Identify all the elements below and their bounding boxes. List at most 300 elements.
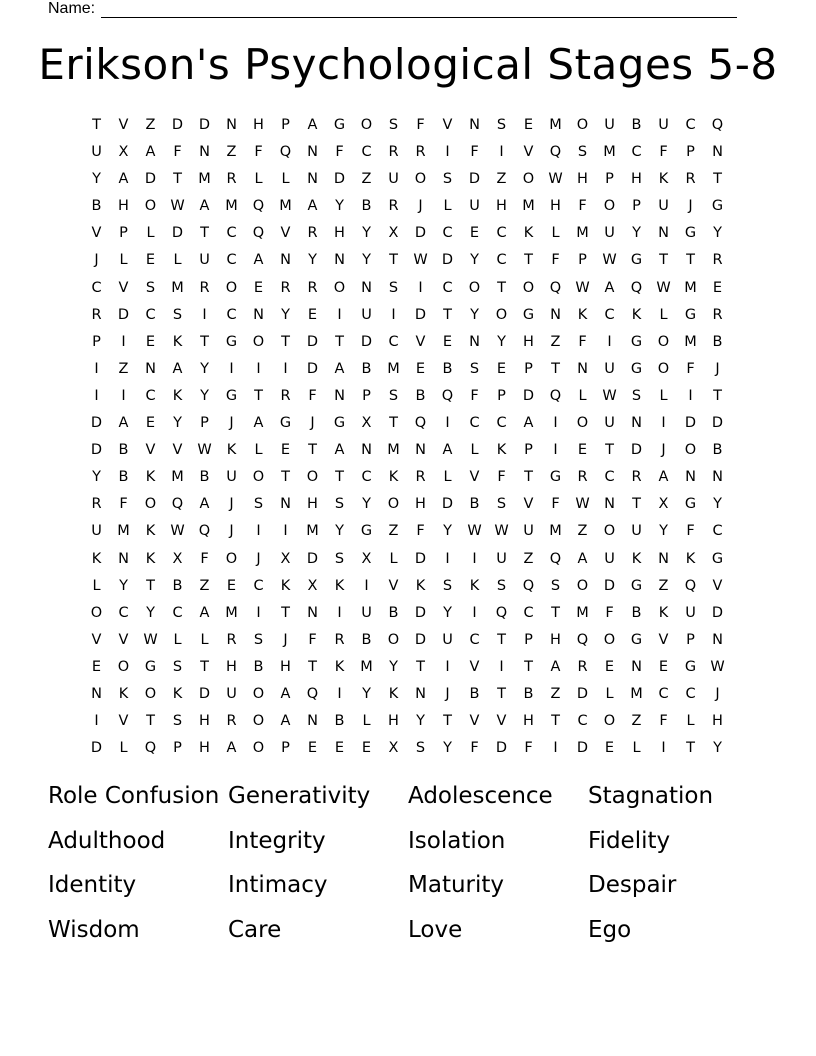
grid-letter[interactable]: D	[414, 306, 427, 323]
grid-letter[interactable]: F	[578, 198, 587, 215]
grid-letter[interactable]: H	[280, 658, 291, 675]
grid-letter[interactable]: V	[172, 442, 183, 459]
grid-letter[interactable]: T	[92, 117, 101, 133]
grid-letter[interactable]: Q	[171, 496, 184, 513]
grid-letter[interactable]: O	[333, 279, 346, 296]
grid-letter[interactable]: I	[337, 685, 342, 702]
grid-letter[interactable]: Q	[252, 198, 265, 215]
grid-letter[interactable]: X	[172, 550, 183, 567]
grid-letter[interactable]: T	[632, 496, 641, 513]
grid-letter[interactable]: T	[605, 442, 614, 459]
grid-letter[interactable]: O	[387, 631, 400, 648]
grid-letter[interactable]: A	[550, 658, 561, 675]
grid-letter[interactable]: A	[307, 117, 318, 133]
grid-letter[interactable]: K	[118, 685, 129, 702]
grid-letter[interactable]: U	[388, 171, 399, 188]
grid-letter[interactable]: V	[469, 469, 480, 486]
grid-letter[interactable]: H	[577, 171, 588, 188]
grid-letter[interactable]: F	[551, 252, 560, 269]
grid-letter[interactable]: V	[415, 333, 426, 350]
grid-letter[interactable]: S	[496, 496, 507, 513]
grid-letter[interactable]: W	[467, 523, 482, 540]
grid-letter[interactable]: D	[684, 415, 697, 432]
grid-letter[interactable]: I	[553, 740, 558, 757]
grid-letter[interactable]: R	[91, 496, 102, 513]
grid-letter[interactable]: N	[145, 360, 156, 377]
grid-letter[interactable]: L	[119, 252, 128, 269]
grid-letter[interactable]: O	[225, 550, 238, 567]
grid-letter[interactable]: Q	[306, 685, 319, 702]
grid-letter[interactable]: L	[470, 442, 479, 459]
grid-letter[interactable]: G	[684, 225, 697, 242]
grid-letter[interactable]: Q	[576, 631, 589, 648]
grid-letter[interactable]: M	[198, 171, 211, 188]
grid-letter[interactable]: O	[495, 306, 508, 323]
grid-letter[interactable]: Z	[199, 577, 210, 594]
grid-letter[interactable]: E	[658, 658, 669, 675]
grid-letter[interactable]: R	[415, 144, 426, 161]
grid-letter[interactable]: N	[280, 496, 291, 513]
grid-letter[interactable]: B	[415, 387, 426, 404]
grid-letter[interactable]: I	[499, 658, 504, 675]
grid-letter[interactable]: T	[497, 279, 506, 296]
grid-letter[interactable]: T	[146, 577, 155, 594]
grid-letter[interactable]: O	[522, 279, 535, 296]
grid-letter[interactable]: F	[308, 631, 317, 648]
grid-letter[interactable]: C	[118, 604, 129, 621]
grid-letter[interactable]: A	[199, 496, 210, 513]
grid-letter[interactable]: D	[711, 604, 724, 621]
grid-letter[interactable]: H	[712, 713, 723, 730]
grid-letter[interactable]: N	[712, 631, 723, 648]
grid-letter[interactable]: F	[308, 387, 317, 404]
grid-letter[interactable]: G	[279, 415, 292, 432]
grid-letter[interactable]: G	[630, 577, 643, 594]
grid-letter[interactable]: X	[388, 740, 399, 757]
grid-letter[interactable]: K	[145, 550, 156, 567]
grid-letter[interactable]: D	[495, 740, 508, 757]
grid-letter[interactable]: Q	[441, 387, 454, 404]
grid-letter[interactable]: E	[496, 360, 507, 377]
grid-letter[interactable]: D	[90, 415, 103, 432]
grid-letter[interactable]: H	[226, 658, 237, 675]
grid-letter[interactable]: I	[364, 577, 369, 594]
grid-letter[interactable]: I	[94, 387, 99, 404]
grid-letter[interactable]: G	[225, 333, 238, 350]
grid-letter[interactable]: Q	[414, 415, 427, 432]
grid-letter[interactable]: C	[226, 252, 237, 269]
grid-letter[interactable]: E	[91, 658, 102, 675]
grid-letter[interactable]: J	[256, 550, 261, 567]
grid-letter[interactable]: G	[711, 198, 724, 215]
grid-letter[interactable]: O	[468, 279, 481, 296]
grid-letter[interactable]: V	[388, 577, 399, 594]
grid-letter[interactable]: Y	[362, 496, 371, 513]
grid-letter[interactable]: I	[472, 604, 477, 621]
grid-letter[interactable]: H	[550, 198, 561, 215]
grid-letter[interactable]: F	[470, 387, 479, 404]
grid-letter[interactable]: N	[280, 252, 291, 269]
grid-letter[interactable]: T	[281, 333, 290, 350]
grid-letter[interactable]: N	[469, 117, 480, 133]
grid-letter[interactable]: I	[445, 658, 450, 675]
grid-letter[interactable]: R	[388, 144, 399, 161]
grid-letter[interactable]: A	[280, 713, 291, 730]
grid-letter[interactable]: B	[172, 577, 183, 594]
grid-letter[interactable]: W	[548, 171, 563, 188]
grid-letter[interactable]: U	[226, 469, 237, 486]
grid-letter[interactable]: S	[496, 577, 507, 594]
grid-letter[interactable]: N	[550, 306, 561, 323]
grid-letter[interactable]: M	[684, 333, 697, 350]
grid-letter[interactable]: V	[469, 713, 480, 730]
grid-letter[interactable]: M	[360, 658, 373, 675]
grid-letter[interactable]: W	[602, 387, 617, 404]
grid-letter[interactable]: S	[442, 577, 453, 594]
grid-letter[interactable]: I	[499, 144, 504, 161]
grid-letter[interactable]: M	[576, 225, 589, 242]
grid-letter[interactable]: N	[631, 415, 642, 432]
grid-letter[interactable]: K	[226, 442, 237, 459]
grid-letter[interactable]: Z	[577, 523, 588, 540]
grid-letter[interactable]: S	[145, 279, 156, 296]
grid-letter[interactable]: C	[685, 117, 696, 133]
grid-letter[interactable]: A	[118, 171, 129, 188]
grid-letter[interactable]: T	[308, 658, 317, 675]
grid-letter[interactable]: M	[630, 685, 643, 702]
grid-letter[interactable]: N	[334, 387, 345, 404]
grid-letter[interactable]: U	[226, 685, 237, 702]
grid-letter[interactable]: U	[658, 117, 669, 133]
grid-letter[interactable]: P	[173, 740, 182, 757]
grid-letter[interactable]: N	[361, 442, 372, 459]
grid-letter[interactable]: Z	[388, 523, 399, 540]
grid-letter[interactable]: K	[631, 550, 642, 567]
grid-letter[interactable]: C	[523, 604, 534, 621]
grid-letter[interactable]: J	[715, 685, 720, 702]
grid-letter[interactable]: A	[199, 604, 210, 621]
grid-letter[interactable]: J	[283, 631, 288, 648]
grid-letter[interactable]: L	[281, 171, 290, 188]
grid-letter[interactable]: B	[118, 469, 129, 486]
grid-letter[interactable]: Z	[361, 171, 372, 188]
grid-letter[interactable]: M	[522, 198, 535, 215]
grid-letter[interactable]: V	[658, 631, 669, 648]
grid-letter[interactable]: T	[308, 442, 317, 459]
grid-letter[interactable]: B	[361, 360, 372, 377]
grid-letter[interactable]: L	[173, 631, 182, 648]
grid-letter[interactable]: Y	[362, 225, 371, 242]
grid-letter[interactable]: D	[522, 387, 535, 404]
grid-letter[interactable]: D	[603, 577, 616, 594]
grid-letter[interactable]: F	[551, 496, 560, 513]
grid-letter[interactable]: Q	[549, 387, 562, 404]
grid-letter[interactable]: R	[226, 713, 237, 730]
grid-letter[interactable]: I	[256, 523, 261, 540]
grid-letter[interactable]: I	[94, 360, 99, 377]
grid-letter[interactable]: E	[226, 577, 237, 594]
grid-letter[interactable]: Y	[470, 306, 479, 323]
grid-letter[interactable]: T	[524, 252, 533, 269]
grid-letter[interactable]: K	[388, 685, 399, 702]
grid-letter[interactable]: W	[413, 252, 428, 269]
grid-letter[interactable]: B	[712, 442, 723, 459]
grid-letter[interactable]: F	[659, 713, 668, 730]
grid-letter[interactable]: M	[279, 198, 292, 215]
grid-letter[interactable]: T	[281, 604, 290, 621]
grid-letter[interactable]: V	[118, 117, 129, 133]
grid-letter[interactable]: E	[415, 360, 426, 377]
grid-letter[interactable]: C	[172, 604, 183, 621]
grid-letter[interactable]: Y	[119, 577, 128, 594]
grid-letter[interactable]: I	[553, 415, 558, 432]
grid-letter[interactable]: N	[199, 144, 210, 161]
grid-letter[interactable]: G	[630, 360, 643, 377]
grid-letter[interactable]: A	[253, 415, 264, 432]
grid-letter[interactable]: C	[442, 279, 453, 296]
grid-letter[interactable]: Z	[550, 333, 561, 350]
grid-letter[interactable]: Q	[495, 604, 508, 621]
grid-letter[interactable]: T	[443, 306, 452, 323]
grid-letter[interactable]: Q	[630, 279, 643, 296]
grid-letter[interactable]: Z	[226, 144, 237, 161]
grid-letter[interactable]: N	[307, 713, 318, 730]
grid-letter[interactable]: B	[361, 631, 372, 648]
grid-letter[interactable]: P	[119, 225, 128, 242]
grid-letter[interactable]: O	[576, 117, 589, 133]
grid-letter[interactable]: T	[686, 740, 695, 757]
grid-letter[interactable]: O	[225, 279, 238, 296]
grid-letter[interactable]: C	[685, 685, 696, 702]
grid-letter[interactable]: E	[307, 306, 318, 323]
grid-letter[interactable]: I	[94, 713, 99, 730]
grid-letter[interactable]: E	[442, 333, 453, 350]
grid-letter[interactable]: N	[469, 333, 480, 350]
grid-letter[interactable]: P	[632, 198, 641, 215]
grid-letter[interactable]: U	[496, 550, 507, 567]
grid-letter[interactable]: H	[388, 713, 399, 730]
grid-letter[interactable]: M	[603, 144, 616, 161]
grid-letter[interactable]: P	[200, 415, 209, 432]
grid-letter[interactable]: T	[551, 713, 560, 730]
grid-letter[interactable]: C	[496, 225, 507, 242]
grid-letter[interactable]: O	[90, 604, 103, 621]
grid-letter[interactable]: L	[686, 713, 695, 730]
grid-letter[interactable]: Y	[470, 252, 479, 269]
grid-letter[interactable]: R	[226, 171, 237, 188]
grid-letter[interactable]: I	[688, 387, 693, 404]
grid-letter[interactable]: C	[577, 713, 588, 730]
grid-letter[interactable]: E	[145, 333, 156, 350]
grid-letter[interactable]: H	[334, 225, 345, 242]
grid-letter[interactable]: E	[361, 740, 372, 757]
grid-letter[interactable]: B	[91, 198, 102, 215]
grid-letter[interactable]: C	[226, 225, 237, 242]
grid-letter[interactable]: W	[656, 279, 671, 296]
grid-letter[interactable]: C	[145, 387, 156, 404]
grid-letter[interactable]: A	[523, 415, 534, 432]
grid-letter[interactable]: Y	[362, 685, 371, 702]
grid-letter[interactable]: P	[524, 631, 533, 648]
grid-letter[interactable]: D	[144, 171, 157, 188]
grid-letter[interactable]: P	[686, 631, 695, 648]
grid-letter[interactable]: O	[657, 360, 670, 377]
grid-letter[interactable]: T	[659, 252, 668, 269]
grid-letter[interactable]: S	[334, 550, 345, 567]
grid-letter[interactable]: K	[172, 685, 183, 702]
grid-letter[interactable]: I	[445, 415, 450, 432]
grid-letter[interactable]: W	[170, 198, 185, 215]
grid-letter[interactable]: D	[576, 740, 589, 757]
grid-letter[interactable]: F	[119, 496, 128, 513]
grid-letter[interactable]: I	[337, 306, 342, 323]
grid-letter[interactable]: U	[685, 604, 696, 621]
grid-letter[interactable]: I	[202, 306, 207, 323]
grid-letter[interactable]: M	[549, 523, 562, 540]
grid-letter[interactable]: B	[523, 685, 534, 702]
grid-letter[interactable]: Z	[658, 577, 669, 594]
grid-letter[interactable]: O	[414, 171, 427, 188]
grid-letter[interactable]: I	[283, 523, 288, 540]
grid-letter[interactable]: D	[441, 252, 454, 269]
grid-letter[interactable]: T	[173, 171, 182, 188]
grid-letter[interactable]: H	[631, 171, 642, 188]
grid-letter[interactable]: B	[442, 360, 453, 377]
grid-letter[interactable]: D	[333, 171, 346, 188]
grid-letter[interactable]: I	[256, 604, 261, 621]
grid-letter[interactable]: R	[712, 306, 723, 323]
grid-letter[interactable]: M	[306, 523, 319, 540]
grid-letter[interactable]: S	[334, 496, 345, 513]
grid-letter[interactable]: D	[630, 442, 643, 459]
grid-letter[interactable]: A	[604, 279, 615, 296]
grid-letter[interactable]: Y	[362, 252, 371, 269]
grid-letter[interactable]: G	[144, 658, 157, 675]
grid-letter[interactable]: S	[172, 658, 183, 675]
grid-letter[interactable]: A	[658, 469, 669, 486]
grid-letter[interactable]: Q	[549, 144, 562, 161]
grid-letter[interactable]: L	[659, 306, 668, 323]
grid-letter[interactable]: U	[91, 144, 102, 161]
grid-letter[interactable]: R	[685, 171, 696, 188]
grid-letter[interactable]: B	[361, 198, 372, 215]
grid-letter[interactable]: F	[659, 144, 668, 161]
grid-letter[interactable]: T	[416, 658, 425, 675]
grid-letter[interactable]: C	[442, 225, 453, 242]
grid-letter[interactable]: D	[414, 631, 427, 648]
grid-letter[interactable]: J	[229, 415, 234, 432]
grid-letter[interactable]: Y	[659, 523, 668, 540]
grid-letter[interactable]: U	[361, 306, 372, 323]
grid-letter[interactable]: T	[497, 631, 506, 648]
grid-letter[interactable]: O	[603, 631, 616, 648]
grid-letter[interactable]: V	[280, 225, 291, 242]
grid-letter[interactable]: N	[577, 360, 588, 377]
grid-letter[interactable]: O	[144, 685, 157, 702]
grid-letter[interactable]: Y	[200, 387, 209, 404]
grid-letter[interactable]: N	[91, 685, 102, 702]
grid-letter[interactable]: Q	[252, 225, 265, 242]
grid-letter[interactable]: T	[335, 469, 344, 486]
grid-letter[interactable]: N	[307, 144, 318, 161]
grid-letter[interactable]: T	[686, 252, 695, 269]
grid-letter[interactable]: X	[280, 550, 291, 567]
grid-letter[interactable]: G	[522, 306, 535, 323]
grid-letter[interactable]: F	[254, 144, 263, 161]
grid-letter[interactable]: C	[361, 144, 372, 161]
grid-letter[interactable]: D	[198, 685, 211, 702]
grid-letter[interactable]: V	[712, 577, 723, 594]
grid-letter[interactable]: R	[415, 469, 426, 486]
grid-letter[interactable]: K	[523, 225, 534, 242]
grid-letter[interactable]: R	[631, 469, 642, 486]
grid-letter[interactable]: N	[307, 604, 318, 621]
grid-letter[interactable]: L	[146, 225, 155, 242]
grid-letter[interactable]: P	[362, 387, 371, 404]
grid-letter[interactable]: F	[497, 469, 506, 486]
grid-letter[interactable]: E	[469, 225, 480, 242]
grid-letter[interactable]: E	[604, 658, 615, 675]
grid-letter[interactable]: O	[252, 333, 265, 350]
grid-letter[interactable]: N	[658, 225, 669, 242]
grid-letter[interactable]: T	[200, 225, 209, 242]
grid-letter[interactable]: T	[713, 387, 722, 404]
grid-letter[interactable]: M	[576, 604, 589, 621]
grid-letter[interactable]: G	[549, 469, 562, 486]
grid-letter[interactable]: O	[117, 658, 130, 675]
grid-letter[interactable]: O	[522, 171, 535, 188]
grid-letter[interactable]: B	[712, 333, 723, 350]
grid-letter[interactable]: F	[686, 523, 695, 540]
grid-letter[interactable]: Y	[713, 225, 722, 242]
grid-letter[interactable]: A	[442, 442, 453, 459]
grid-letter[interactable]: V	[442, 117, 453, 133]
grid-letter[interactable]: G	[333, 117, 346, 133]
grid-letter[interactable]: S	[496, 117, 507, 133]
grid-letter[interactable]: D	[468, 171, 481, 188]
grid-letter[interactable]: I	[229, 360, 234, 377]
grid-letter[interactable]: H	[307, 496, 318, 513]
grid-letter[interactable]: L	[389, 550, 398, 567]
grid-letter[interactable]: A	[577, 550, 588, 567]
grid-letter[interactable]: L	[551, 225, 560, 242]
grid-letter[interactable]: V	[496, 713, 507, 730]
grid-letter[interactable]: X	[388, 225, 399, 242]
grid-letter[interactable]: G	[630, 252, 643, 269]
grid-letter[interactable]: Y	[443, 604, 452, 621]
grid-letter[interactable]: J	[715, 360, 720, 377]
grid-letter[interactable]: D	[306, 360, 319, 377]
grid-letter[interactable]: D	[171, 225, 184, 242]
grid-letter[interactable]: W	[197, 442, 212, 459]
grid-letter[interactable]: G	[684, 496, 697, 513]
grid-letter[interactable]: F	[605, 604, 614, 621]
grid-letter[interactable]: C	[604, 306, 615, 323]
grid-letter[interactable]: I	[283, 360, 288, 377]
grid-letter[interactable]: P	[524, 360, 533, 377]
grid-letter[interactable]: Q	[549, 279, 562, 296]
grid-letter[interactable]: K	[469, 577, 480, 594]
grid-letter[interactable]: R	[577, 469, 588, 486]
grid-letter[interactable]: S	[388, 117, 399, 133]
grid-letter[interactable]: O	[306, 469, 319, 486]
grid-letter[interactable]: Y	[92, 171, 101, 188]
grid-letter[interactable]: M	[225, 604, 238, 621]
grid-letter[interactable]: T	[389, 415, 398, 432]
grid-letter[interactable]: O	[576, 415, 589, 432]
grid-letter[interactable]: N	[334, 252, 345, 269]
grid-letter[interactable]: K	[685, 550, 696, 567]
